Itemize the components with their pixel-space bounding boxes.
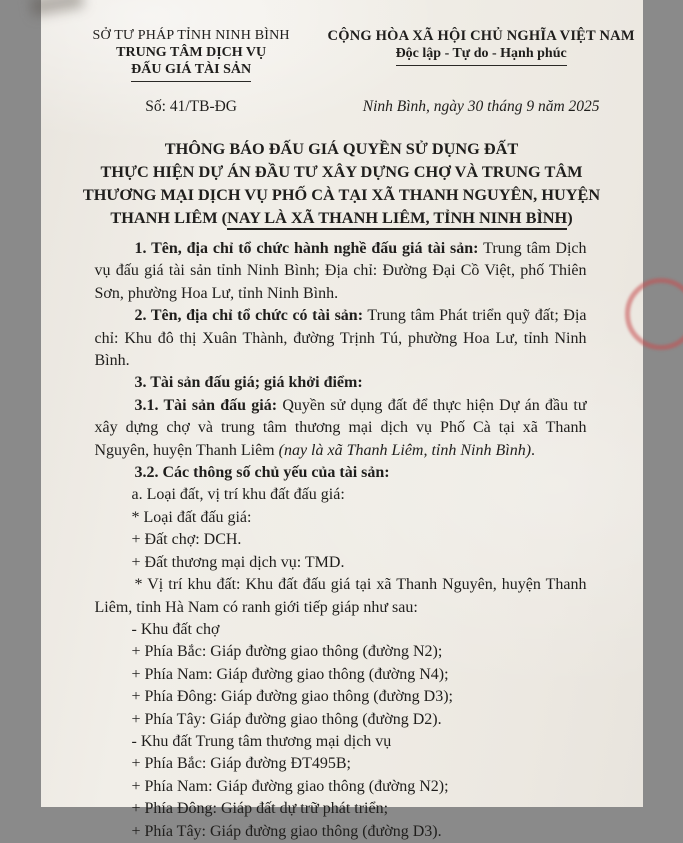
scanned-document-page [41,0,643,807]
title-line-1: THÔNG BÁO ĐẤU GIÁ QUYỀN SỬ DỤNG ĐẤT [41,137,643,160]
national-motto: Độc lập - Tự do - Hạnh phúc [326,45,637,66]
list-item-center-east: + Phía Đông: Giáp đất dự trữ phát triển; [95,798,587,820]
paragraph-land-location: * Vị trí khu đất: Khu đất đấu giá tại xã Thanh Nguyên, huyện Thanh Liêm, tỉnh Hà Nam có ranh giới tiếp giáp như sau: [95,574,587,619]
issuer-parent-org: SỞ TƯ PHÁP TỈNH NINH BÌNH [57,27,326,44]
title-line-2: THỰC HIỆN DỰ ÁN ĐẦU TƯ XÂY DỰNG CHỢ VÀ TRUNG TÂM [41,160,643,183]
list-item-land-type-heading: a. Loại đất, vị trí khu đất đấu giá: [95,484,587,506]
list-item-center-west: + Phía Tây: Giáp đường giao thông (đường D3). [95,821,587,843]
list-item-market-south: + Phía Nam: Giáp đường giao thông (đường N4); [95,664,587,686]
issuer-org-line1: TRUNG TÂM DỊCH VỤ [57,44,326,61]
list-item-trade-land-code: + Đất thương mại dịch vụ: TMD. [95,552,587,574]
list-item-market-area-heading: - Khu đất chợ [95,619,587,641]
paragraph-asset-owner: 2. Tên, địa chỉ tổ chức có tài sản: Trung tâm Phát triển quỹ đất; Địa chỉ: Khu đô thị Xuân Thành, đường Trịnh Tú, phường Hoa Lư, tỉnh Ninh Bình. [95,305,587,372]
national-motto-block [326,27,637,82]
list-item-center-north: + Phía Bắc: Giáp đường ĐT495B; [95,753,587,775]
heading-asset-and-price: 3. Tài sản đấu giá; giá khởi điểm: [95,372,587,394]
paragraph-auction-asset: 3.1. Tài sản đấu giá: Quyền sử dụng đất để thực hiện Dự án đầu tư xây dựng chợ và trung tâm thương mại dịch vụ Phố Cà tại xã Thanh Nguyên, huyện Thanh Liêm (nay là xã Thanh Liêm, tỉnh Ninh Bình). [95,395,587,462]
paragraph-auction-org: 1. Tên, địa chỉ tổ chức hành nghề đấu giá tài sản: Trung tâm Dịch vụ đấu giá tài sản tỉnh Ninh Bình; Địa chỉ: Đường Đại Cồ Việt, phố Thiên Sơn, phường Hoa Lư, tỉnh Ninh Bình. [95,238,587,305]
heading-asset-parameters: 3.2. Các thông số chủ yếu của tài sản: [95,462,587,484]
title-line-4: THANH LIÊM (NAY LÀ XÃ THANH LIÊM, TỈNH NINH BÌNH) [41,206,643,229]
list-item-center-area-heading: - Khu đất Trung tâm thương mại dịch vụ [95,731,587,753]
document-title [41,137,643,229]
title-line-3: THƯƠNG MẠI DỊCH VỤ PHỐ CÀ TẠI XÃ THANH NGUYÊN, HUYỆN [41,183,643,206]
issuer-block [57,27,326,82]
list-item-market-land-code: + Đất chợ: DCH. [95,529,587,551]
list-item-center-south: + Phía Nam: Giáp đường giao thông (đường N2); [95,776,587,798]
national-title: CỘNG HÒA XÃ HỘI CHỦ NGHĨA VIỆT NAM [326,27,637,45]
place-and-date: Ninh Bình, ngày 30 tháng 9 năm 2025 [326,98,637,116]
number-date-row [41,82,643,116]
list-item-market-north: + Phía Bắc: Giáp đường giao thông (đường N2); [95,641,587,663]
issuer-org-line2: ĐẤU GIÁ TÀI SẢN [57,61,326,82]
document-body [41,238,643,843]
list-item-land-type: * Loại đất đấu giá: [95,507,587,529]
document-number: Số: 41/TB-ĐG [57,98,326,116]
list-item-market-east: + Phía Đông: Giáp đường giao thông (đường D3); [95,686,587,708]
document-header [41,0,643,82]
list-item-market-west: + Phía Tây: Giáp đường giao thông (đường D2). [95,709,587,731]
